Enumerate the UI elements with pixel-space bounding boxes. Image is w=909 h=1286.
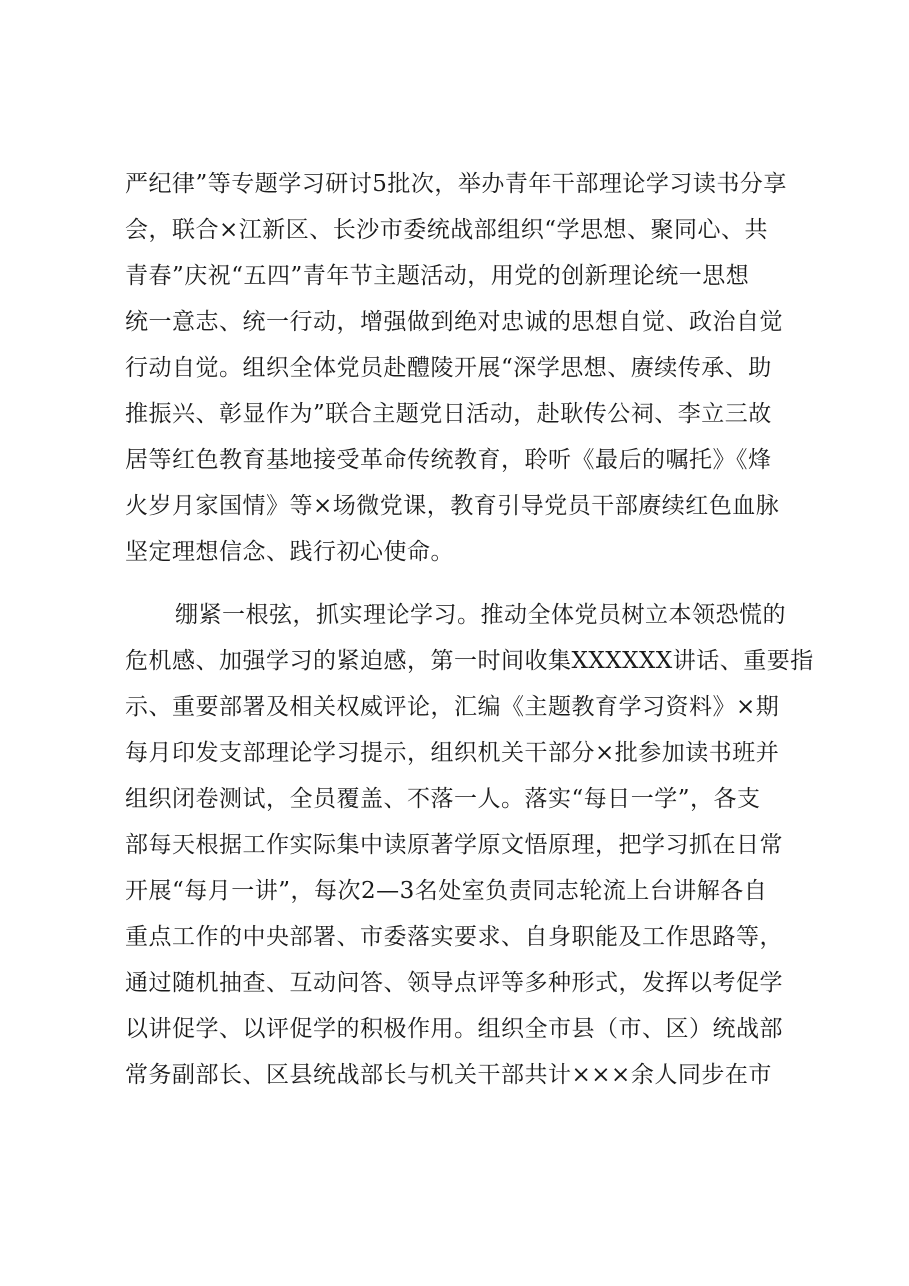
- text-line: 每月印发支部理论学习提示，组织机关干部分×批参加读书班并: [125, 740, 780, 766]
- text-line: 推振兴、彰显作为”联合主题党日活动，赴耿传公祠、李立三故: [125, 401, 772, 427]
- text-line: 火岁月家国情》等×场微党课，教育引导党员干部赓续红色血脉: [125, 493, 780, 519]
- text-line: 统一意志、统一行动，增强做到绝对忠诚的思想自觉、政治自觉: [125, 309, 783, 335]
- text-line: 危机感、加强学习的紧迫感，第一时间收集XXXXXX讲话、重要指: [125, 648, 814, 674]
- text-line: 组织闭卷测试，全员覆盖、不落一人。落实“每日一学”，各支: [125, 786, 761, 812]
- paragraph-2: [125, 592, 815, 1098]
- text-line: 行动自觉。组织全体党员赴醴陵开展“深学思想、赓续传承、助: [125, 355, 772, 381]
- text-line: 常务副部长、区县统战部长与机关干部共计×××余人同步在市: [125, 1062, 772, 1088]
- text-line: 开展“每月一讲”，每次2—3名处室负责同志轮流上台讲解各自: [125, 878, 768, 904]
- text-line: 坚定理想信念、践行初心使命。: [125, 539, 454, 565]
- text-line: 以讲促学、以评促学的积极作用。组织全市县（市、区）统战部: [125, 1016, 783, 1042]
- text-line: 青春”庆祝“五四”青年节主题活动，用党的创新理论统一思想: [125, 263, 750, 289]
- text-line: 示、重要部署及相关权威评论，汇编《主题教育学习资料》×期: [125, 694, 780, 720]
- text-line: 重点工作的中央部署、市委落实要求、自身职能及工作思路等，: [125, 924, 783, 950]
- text-line-first: 绷紧一根弦，抓实理论学习。推动全体党员树立本领恐慌的: [175, 602, 786, 628]
- text-line: 部每天根据工作实际集中读原著学原文悟原理，把学习抓在日常: [125, 832, 783, 858]
- text-line: 会，联合×江新区、长沙市委统战部组织“学思想、聚同心、共: [125, 217, 769, 243]
- paragraph-1: [125, 161, 815, 575]
- text-line: 居等红色教育基地接受革命传统教育，聆听《最后的嘱托》《烽: [125, 447, 772, 473]
- text-line: 通过随机抽查、互动问答、领导点评等多种形式，发挥以考促学: [125, 970, 783, 996]
- text-line: 严纪律”等专题学习研讨5批次，举办青年干部理论学习读书分享: [125, 171, 787, 197]
